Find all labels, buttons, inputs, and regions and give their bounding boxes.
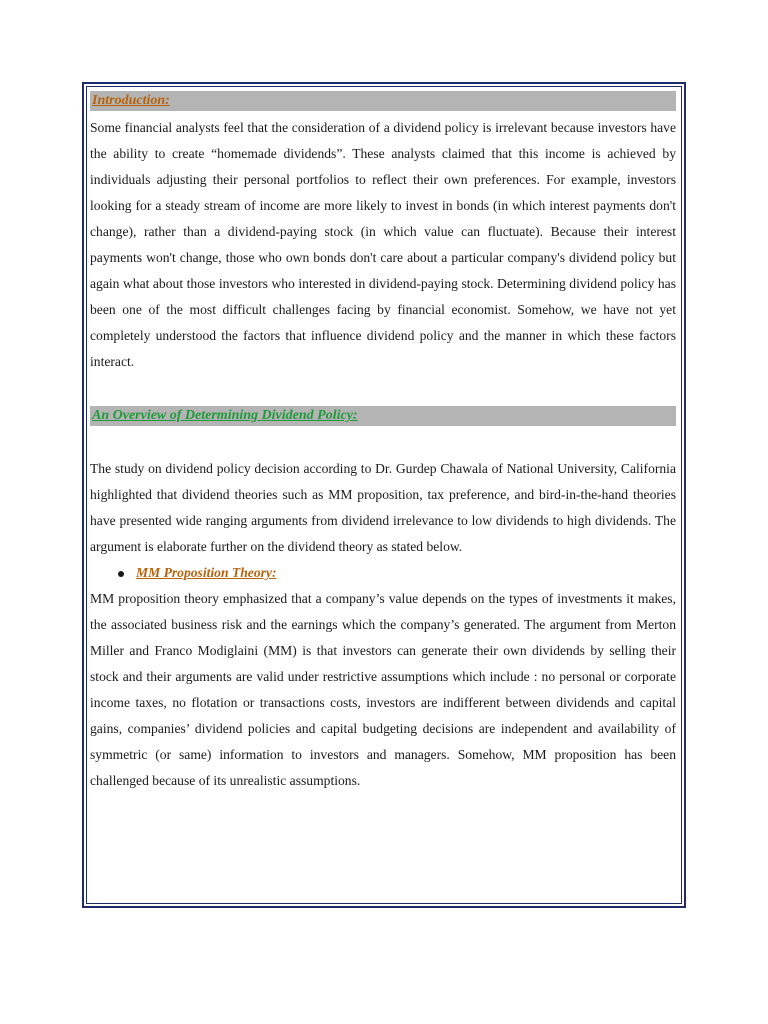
overview-heading: An Overview of Determining Dividend Policy: [90, 406, 676, 426]
mm-theory-bullet [90, 560, 676, 586]
bullet-icon [118, 571, 124, 577]
mm-theory-paragraph: MM proposition theory emphasized that a company’s value depends on the types of investments it makes, the associated business risk and the earnings which the company’s generated. The argument from Merton Miller and Franco Modiglaini (MM) is that investors can generate their own dividends by selling their stock and their arguments are valid under restrictive assumptions which include : no personal or corporate income taxes, no flotation or transactions costs, investors are indifferent between dividends and capital gains, companies’ dividend policies and capital budgeting decisions are independent and availability of symmetric (or same) information to investors and managers. Somehow, MM proposition has been challenged because of its unrealistic assumptions. [90, 591, 676, 788]
intro-heading: Introduction: [90, 91, 676, 111]
document-content [90, 90, 676, 794]
mm-theory-heading: MM Proposition Theory: [136, 565, 277, 580]
intro-paragraph: Some financial analysts feel that the consideration of a dividend policy is irrelevant because investors have the ability to create “homemade dividends”. These analysts claimed that this income is achieved by individuals adjusting their personal portfolios to reflect their own preferences. For example, investors looking for a steady stream of income are more likely to invest in bonds (in which interest payments don't change), rather than a dividend-paying stock (in which value can fluctuate). Because their interest payments won't change, those who own bonds don't care about a particular company's dividend policy but again what about those investors who interested in dividend-paying stock. Determining dividend policy has been one of the most difficult challenges facing by financial economist. Somehow, we have not yet completely understood the factors that influence dividend policy and the manner in which these factors interact. [90, 120, 676, 369]
overview-paragraph: The study on dividend policy decision according to Dr. Gurdep Chawala of National University, California highlighted that dividend theories such as MM proposition, tax preference, and bird-in-the-hand theories have presented wide ranging arguments from dividend irrelevance to low dividends to high dividends. The argument is elaborate further on the dividend theory as stated below. [90, 461, 676, 554]
